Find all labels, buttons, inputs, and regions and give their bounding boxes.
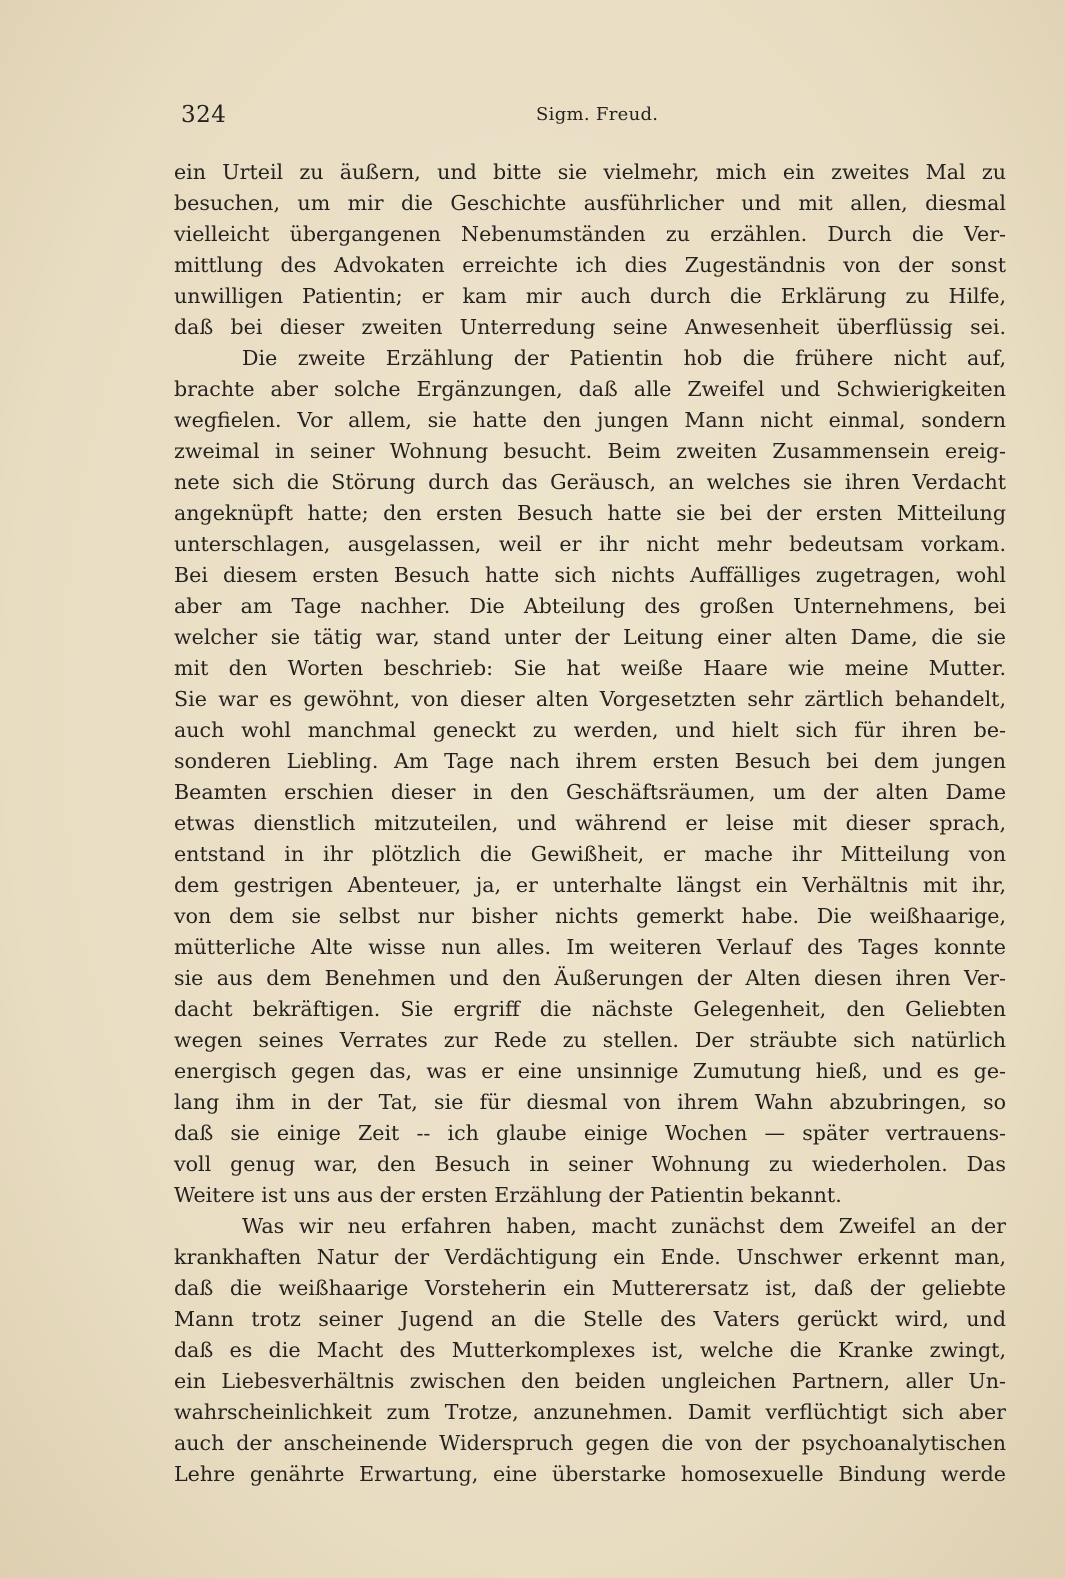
text-line: voll genug war, den Besuch in seiner Wohnung zu wiederholen. Das bbox=[174, 1152, 1006, 1176]
running-head: Sigm. Freud. bbox=[536, 104, 659, 125]
text-line: daß die weißhaarige Vorsteherin ein Mutterersatz ist, daß der geliebte bbox=[174, 1276, 1006, 1300]
text-line: unwilligen Patientin; er kam mir auch durch die Erklärung zu Hilfe, bbox=[174, 284, 1006, 308]
text-line: wegen seines Verrates zur Rede zu stellen. Der sträubte sich natürlich bbox=[174, 1028, 1006, 1052]
text-line: Weitere ist uns aus der ersten Erzählung der Patientin bekannt. bbox=[174, 1183, 842, 1207]
text-line: mittlung des Advokaten erreichte ich dies Zugeständnis von der sonst bbox=[174, 253, 1006, 277]
text-line: lang ihm in der Tat, sie für diesmal von ihrem Wahn abzubringen, so bbox=[174, 1090, 1006, 1114]
text-line: angeknüpft hatte; den ersten Besuch hatte sie bei der ersten Mitteilung bbox=[174, 501, 1006, 525]
text-line: vielleicht übergangenen Nebenumständen zu erzählen. Durch die Ver- bbox=[174, 222, 1006, 246]
text-line: Lehre genährte Erwartung, eine überstarke homosexuelle Bindung werde bbox=[174, 1462, 1006, 1486]
text-line: wegfielen. Vor allem, sie hatte den jungen Mann nicht einmal, sondern bbox=[174, 408, 1006, 432]
text-line: dacht bekräftigen. Sie ergriff die nächste Gelegenheit, den Geliebten bbox=[174, 997, 1006, 1021]
text-line: unterschlagen, ausgelassen, weil er ihr nicht mehr bedeutsam vorkam. bbox=[174, 532, 1006, 556]
text-line: sie aus dem Benehmen und den Äußerungen der Alten diesen ihren Ver- bbox=[174, 966, 1006, 990]
text-line: Sie war es gewöhnt, von dieser alten Vorgesetzten sehr zärtlich behandelt, bbox=[174, 687, 1006, 711]
text-line: dem gestrigen Abenteuer, ja, er unterhalte längst ein Verhältnis mit ihr, bbox=[174, 873, 1006, 897]
text-line: mütterliche Alte wisse nun alles. Im weiteren Verlauf des Tages konnte bbox=[174, 935, 1006, 959]
text-line: zweimal in seiner Wohnung besucht. Beim zweiten Zusammensein ereig- bbox=[174, 439, 1006, 463]
text-line: Die zweite Erzählung der Patientin hob die frühere nicht auf, bbox=[242, 346, 1006, 370]
text-line: Was wir neu erfahren haben, macht zunächst dem Zweifel an der bbox=[242, 1214, 1006, 1238]
text-line: wahrscheinlichkeit zum Trotze, anzunehmen. Damit verflüchtigt sich aber bbox=[174, 1400, 1006, 1424]
body-text bbox=[174, 157, 1006, 1490]
text-line: etwas dienstlich mitzuteilen, und während er leise mit dieser sprach, bbox=[174, 811, 1006, 835]
text-line: energisch gegen das, was er eine unsinnige Zumutung hieß, und es ge- bbox=[174, 1059, 1006, 1083]
text-line: krankhaften Natur der Verdächtigung ein Ende. Unschwer erkennt man, bbox=[174, 1245, 1006, 1269]
text-line: daß sie einige Zeit -- ich glaube einige Wochen — später vertrauens- bbox=[174, 1121, 1006, 1145]
text-line: Beamten erschien dieser in den Geschäftsräumen, um der alten Dame bbox=[174, 780, 1006, 804]
text-line: Bei diesem ersten Besuch hatte sich nichts Auffälliges zugetragen, wohl bbox=[174, 563, 1006, 587]
text-line: ein Liebesverhältnis zwischen den beiden ungleichen Partnern, aller Un- bbox=[174, 1369, 1006, 1393]
text-line: auch der anscheinende Widerspruch gegen die von der psychoanalytischen bbox=[174, 1431, 1006, 1455]
text-line: Mann trotz seiner Jugend an die Stelle des Vaters gerückt wird, und bbox=[174, 1307, 1006, 1331]
text-line: nete sich die Störung durch das Geräusch, an welches sie ihren Verdacht bbox=[174, 470, 1006, 494]
text-line: brachte aber solche Ergänzungen, daß alle Zweifel und Schwierigkeiten bbox=[174, 377, 1006, 401]
text-line: welcher sie tätig war, stand unter der Leitung einer alten Dame, die sie bbox=[174, 625, 1006, 649]
text-line: auch wohl manchmal geneckt zu werden, und hielt sich für ihren be- bbox=[174, 718, 1006, 742]
text-line: mit den Worten beschrieb: Sie hat weiße Haare wie meine Mutter. bbox=[174, 656, 1006, 680]
text-line: daß bei dieser zweiten Unterredung seine Anwesenheit überflüssig sei. bbox=[174, 315, 1006, 339]
text-line: ein Urteil zu äußern, und bitte sie vielmehr, mich ein zweites Mal zu bbox=[174, 160, 1006, 184]
text-line: von dem sie selbst nur bisher nichts gemerkt habe. Die weißhaarige, bbox=[174, 904, 1006, 928]
text-line: besuchen, um mir die Geschichte ausführlicher und mit allen, diesmal bbox=[174, 191, 1006, 215]
text-line: aber am Tage nachher. Die Abteilung des großen Unternehmens, bei bbox=[174, 594, 1006, 618]
text-line: entstand in ihr plötzlich die Gewißheit, er mache ihr Mitteilung von bbox=[174, 842, 1006, 866]
text-line: daß es die Macht des Mutterkomplexes ist, welche die Kranke zwingt, bbox=[174, 1338, 1006, 1362]
page-number: 324 bbox=[181, 102, 227, 128]
page-header bbox=[181, 102, 1006, 132]
text-line: sonderen Liebling. Am Tage nach ihrem ersten Besuch bei dem jungen bbox=[174, 749, 1006, 773]
